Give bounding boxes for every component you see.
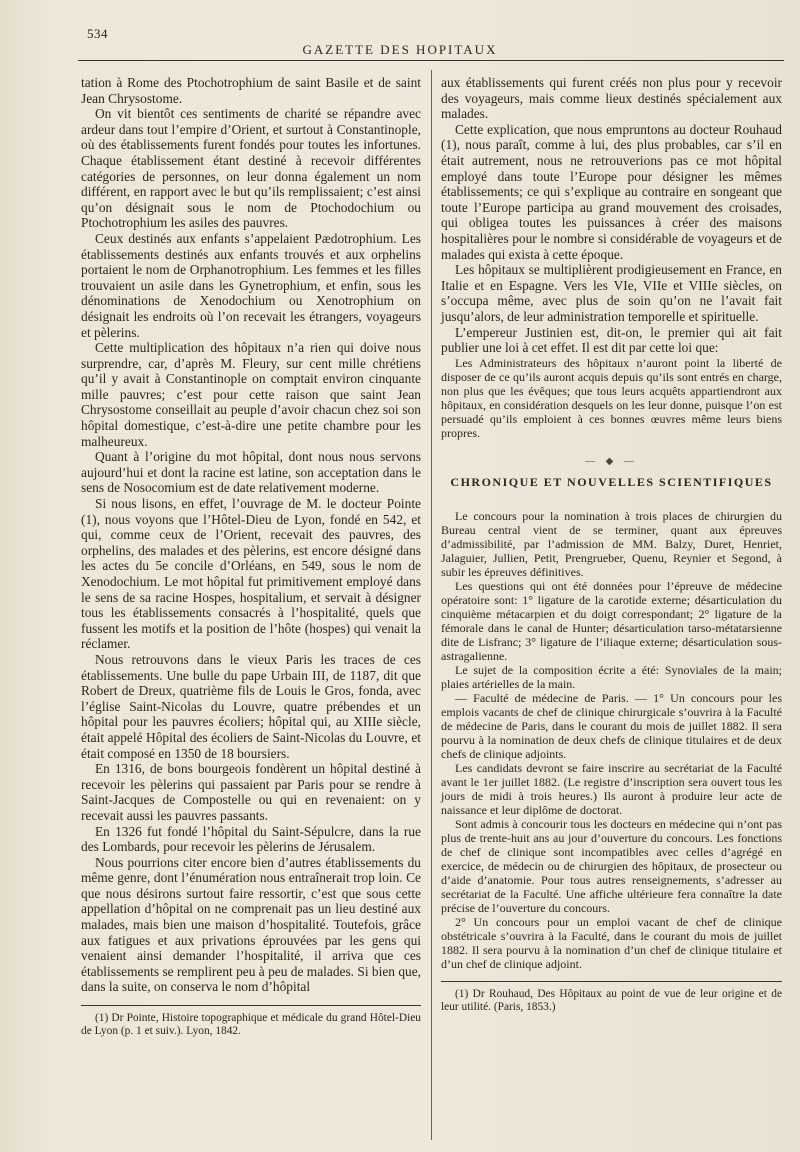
right-column xyxy=(441,75,782,1014)
paragraph: Nous retrouvons dans le vieux Paris les traces de ces établissements. Une bulle du pape Urbain III, de 1187, dit que Robert de Dreux, quatrième fils de Louis le Gros, fonda, avec l’église Saint-Nicolas du Louvre, quatre prébendes et un hôpital pour les pauvres écoliers; hôpital qui, au XIIIe siècle, était appelé Hôpital des écoliers de Saint-Nicolas du Louvre, et était composé en 1350 de 18 boursiers. xyxy=(81,651,421,761)
paragraph: Les questions qui ont été données pour l’épreuve de médecine opératoire sont: 1° ligature de la carotide externe; désarticulation du cinquième métacarpien et du doigt correspondant; 2° ligature de la fémorale dans le canal de Hunter; désarticulation tarso-métatarsienne dite de Lisfranc; 3° ligature de l’iliaque externe; désarticulation sous-astragalienne. xyxy=(441,578,782,663)
paragraph: Nous pourrions citer encore bien d’autres établissements du même genre, dont l’énumération nous entraînerait trop loin. Ce que nous désirons surtout faire ressortir, c’est que sous cette appellation d’hôpital on ne comprenait pas un lieu destiné aux malades, mais bien une maison d’hospitalité. Toutefois, grâce aux fatigues et aux privations éprouvées par les gens qui venaient ainsi demander l’hospitalité, il arriva que ces établissements se remplirent peu à peu de malades. Si bien que, dans la suite, on conserva le nom d’hôpital xyxy=(81,854,421,995)
footnote: (1) Dr Pointe, Histoire topographique et médicale du grand Hôtel-Dieu de Lyon (p. 1 et suiv.). Lyon, 1842. xyxy=(81,1012,421,1038)
paragraph: tation à Rome des Ptochotrophium de saint Basile et de saint Jean Chrysostome. xyxy=(81,75,421,106)
paragraph: Le sujet de la composition écrite a été: Synoviales de la main; plaies artérielles de la main. xyxy=(441,662,782,691)
left-column xyxy=(81,75,421,1038)
column-divider xyxy=(431,70,432,1140)
paragraph: Sont admis à concourir tous les docteurs en médecine qui n’ont pas plus de trente-huit ans au jour d’ouverture du concours. Les fonctions de chef de clinique sont incompatibles avec celles d’agrégé en exercice, de médecin ou de chirurgien des hôpitaux, de prosecteur ou d’aide d’anatomie. Pour tous autres renseignements, s’adresser au secrétariat de la Faculté. Une affiche ultérieure fera connaître la date précise de l’ouverture du concours. xyxy=(441,816,782,915)
running-head: GAZETTE DES HOPITAUX xyxy=(302,42,498,57)
paragraph: — Faculté de médecine de Paris. — 1° Un concours pour les emplois vacants de chef de clinique chirurgicale s’ouvrira à la Faculté de médecine de Paris, dans le courant du mois de juillet 1882. Il sera pourvu à la nomination de deux chefs de clinique titulaires et de deux chefs de clinique adjoints. xyxy=(441,690,782,761)
section-title: CHRONIQUE ET NOUVELLES SCIENTIFIQUES xyxy=(450,475,773,490)
footnote-rule xyxy=(81,1005,421,1006)
page-number: 534 xyxy=(87,26,108,41)
paragraph: Le concours pour la nomination à trois places de chirurgien du Bureau central vient de se terminer, quant aux épreuves d’admissibilité, par l’admission de MM. Balzy, Duret, Henriet, Jalaguier, Jullien, Petit, Prengrueber, Quenu, Reynier et Segond, à subir les épreuves définitives. xyxy=(441,508,782,579)
paragraph: L’empereur Justinien est, dit-on, le premier qui ait fait publier une loi à cet effet. Il est dit par cette loi que: xyxy=(441,324,782,356)
header-rule xyxy=(78,60,784,61)
paragraph: 2° Un concours pour un emploi vacant de chef de clinique obstétricale s’ouvrira à la Faculté, dans le courant du mois de juillet 1882. Il sera pourvu à la nomination d’un chef de clinique titulaire et d’un chef de clinique adjoint. xyxy=(441,914,782,971)
quoted-law: Les Administrateurs des hôpitaux n’auront point la liberté de disposer de ce qu’ils auront acquis depuis qu’ils sont entrés en charge, non plus que les évêques; que tous leurs acquêts appartiendront aux hôpitaux, en considération desquels on les leur donne, puisque l’on est persuadé qu’ils emploient à ces bonnes œuvres même leurs biens propres. xyxy=(441,355,782,440)
paragraph: aux établissements qui furent créés non plus pour y recevoir des voyageurs, mais comme lieux destinés spécialement aux malades. xyxy=(441,75,782,122)
section-ornament: — ◆ — xyxy=(585,455,638,467)
paragraph: On vit bientôt ces sentiments de charité se répandre avec ardeur dans tout l’empire d’Orient, et surtout à Constantinople, où des établissements furent fondés pour toutes les infortunes. Chaque établissement étant destiné à recevoir différentes catégories de personnes, on leur donna également un nom différent, en rapport avec le but qu’ils remplissaient; c’est ainsi qu’on désignait sous le nom de Ptochodochium ou Ptochotrophium les asiles des pauvres. xyxy=(81,106,421,231)
footnote-rule xyxy=(441,981,782,982)
footnote: (1) Dr Rouhaud, Des Hôpitaux au point de vue de leur origine et de leur utilité. (Paris, 1853.) xyxy=(441,987,782,1013)
paragraph: Quant à l’origine du mot hôpital, dont nous nous servons aujourd’hui et dont la racine est latine, son acceptation dans le sens de Nosocomium est de date relativement moderne. xyxy=(81,449,421,496)
paragraph: Si nous lisons, en effet, l’ouvrage de M. le docteur Pointe (1), nous voyons que l’Hôtel-Dieu de Lyon, fondé en 542, et qui, comme ceux de l’Orient, recevait des pauvres, des orphelins, des malades et des pèlerins, est encore désigné dans les actes du 5e concile d’Orléans, en 549, sous le nom de Xenodochium. Le mot hôpital fut primitivement employé dans le sens de sa racine Hospes, hospitalium, et servait à désigner tous les établissements consacrés à l’hospitalité, quels que fussent les motifs et la position de l’hôte (hospes) qui venait la réclamer. xyxy=(81,496,421,652)
paragraph: Ceux destinés aux enfants s’appelaient Pædotrophium. Les établissements destinés aux enfants trouvés et aux orphelins portaient le nom de Orphanotrophium. Les femmes et les filles trouvaient un asile dans les Gynetrophium, et enfin, sous les dénominations de Xenodochium ou Xenotrophium on désignait les endroits où l’on recevait les étrangers, voyageurs et pèlerins. xyxy=(81,230,421,340)
paragraph: Cette explication, que nous empruntons au docteur Rouhaud (1), nous paraît, comme à lui, des plus probables, car s’il en était autrement, nous ne retrouverions pas ce mot hôpital employé dans toute l’Europe pour désigner les mêmes établissements; ce qui s’explique au contraire en songeant que toute l’Europe participa au grand mouvement des croisades, qui obligea toutes les puissances à créer des maisons hospitalières pour le nombre si considérable de voyageurs et de malades qui exista à cette époque. xyxy=(441,121,782,262)
paragraph: Cette multiplication des hôpitaux n’a rien qui doive nous surprendre, car, d’après M. Fleury, sur cent mille chrétiens qu’il y avait à Constantinople on comptait environ cinquante mille pauvres; c’est pour cette raison que saint Jean Chrysostome conseillait au peuple d’avoir chacun chez soi son hôpital domestique, c’est-à-dire une petite chambre pour les malheureux. xyxy=(81,340,421,449)
paragraph: Les hôpitaux se multiplièrent prodigieusement en France, en Italie et en Espagne. Vers les VIe, VIIe et VIIIe siècles, on s’occupa même, avec plus de soin qu’on ne l’avait fait jusqu’alors, de leur administration temporelle et spirituelle. xyxy=(441,262,782,324)
paragraph: Les candidats devront se faire inscrire au secrétariat de la Faculté avant le 1er juillet 1882. (Le registre d’inscription sera ouvert tous les jours de midi à trois heures.) Ils auront à produire leur acte de naissance et leur diplôme de doctorat. xyxy=(441,760,782,817)
paragraph: En 1316, de bons bourgeois fondèrent un hôpital destiné à recevoir les pèlerins qui passaient par Paris pour se rendre à Saint-Jacques de Compostelle ou qui en revenaient: on y recevait aussi les pauvres passants. xyxy=(81,761,421,823)
paragraph: En 1326 fut fondé l’hôpital du Saint-Sépulcre, dans la rue des Lombards, pour recevoir les pèlerins de Jérusalem. xyxy=(81,823,421,855)
